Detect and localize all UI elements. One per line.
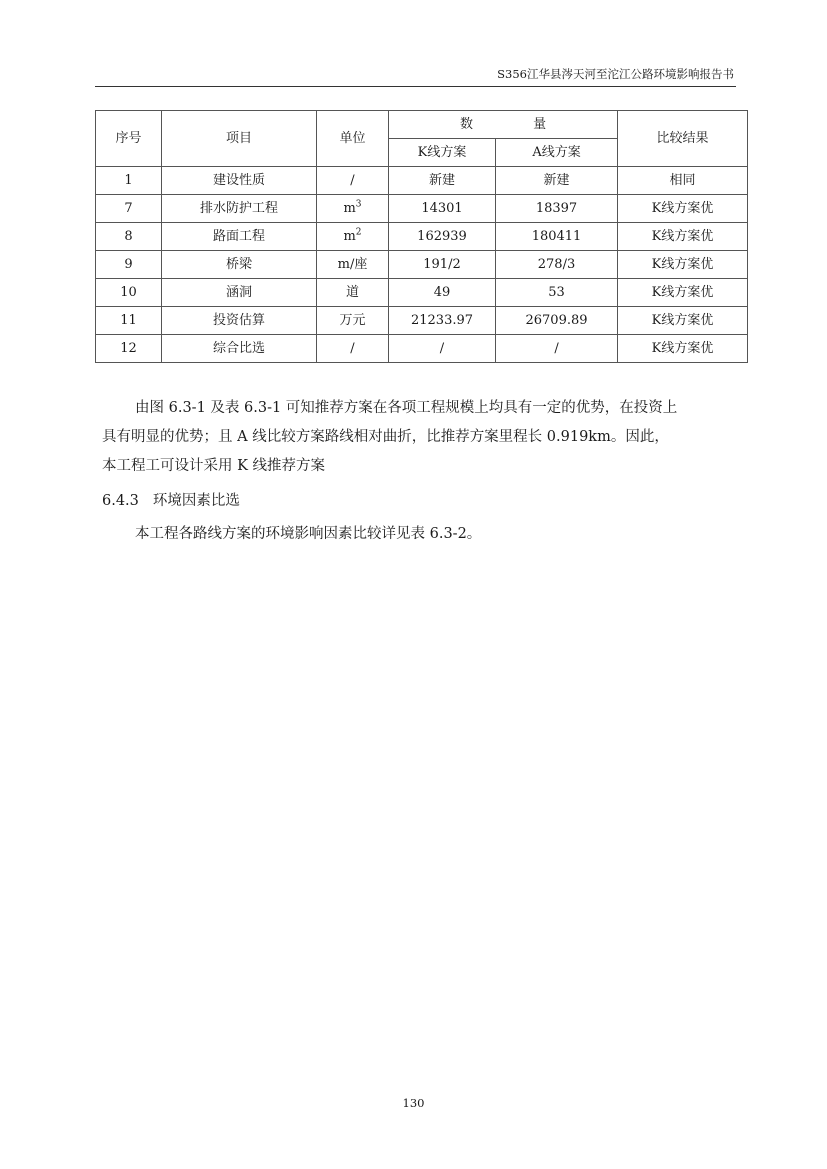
cell-item: 路面工程 [162, 223, 317, 251]
unit-text: 道 [345, 284, 359, 300]
header-k-plan: K线方案 [389, 139, 496, 167]
cell-result: K线方案优 [618, 279, 748, 307]
cell-a-value: / [496, 335, 618, 363]
cell-a-value: 26709.89 [496, 307, 618, 335]
unit-text: m [343, 200, 356, 216]
analysis-paragraph [102, 394, 738, 481]
unit-text: 万元 [339, 312, 366, 328]
document-title: S356江华县涔天河至沱江公路环境影响报告书 [497, 67, 734, 81]
table-row [96, 279, 748, 307]
table-row [96, 195, 748, 223]
cell-a-value: 278/3 [496, 251, 618, 279]
cell-unit [317, 167, 389, 195]
section-number: 6.4.3 [102, 493, 139, 509]
comparison-table [95, 110, 748, 363]
unit-text: / [350, 172, 355, 188]
cell-index: 12 [96, 335, 162, 363]
table-header-row [96, 111, 748, 139]
cell-item: 排水防护工程 [162, 195, 317, 223]
cell-unit [317, 335, 389, 363]
header-quantity [389, 111, 618, 139]
unit-exponent: 3 [355, 199, 362, 210]
cell-unit [317, 223, 389, 251]
cell-a-value: 180411 [496, 223, 618, 251]
cell-item: 建设性质 [162, 167, 317, 195]
cell-result: 相同 [618, 167, 748, 195]
environment-paragraph: 本工程各路线方案的环境影响因素比较详见表 6.3-2。 [135, 526, 482, 542]
unit-text: m [343, 228, 356, 244]
cell-k-value: 191/2 [389, 251, 496, 279]
cell-result: K线方案优 [618, 335, 748, 363]
cell-a-value: 新建 [496, 167, 618, 195]
cell-item: 涵洞 [162, 279, 317, 307]
cell-k-value: 162939 [389, 223, 496, 251]
cell-a-value: 53 [496, 279, 618, 307]
unit-text: / [350, 340, 355, 356]
cell-index: 7 [96, 195, 162, 223]
cell-result: K线方案优 [618, 307, 748, 335]
table-row [96, 335, 748, 363]
cell-index: 10 [96, 279, 162, 307]
unit-exponent: 2 [355, 227, 362, 238]
cell-item: 综合比选 [162, 335, 317, 363]
section-heading [102, 487, 738, 516]
cell-result: K线方案优 [618, 223, 748, 251]
unit-text: m/座 [337, 256, 368, 272]
header-item: 项目 [162, 111, 317, 167]
header-a-plan: A线方案 [496, 139, 618, 167]
cell-k-value: 14301 [389, 195, 496, 223]
header-quantity-label: 数 量 [459, 116, 575, 132]
table-row [96, 307, 748, 335]
paragraph-line: 由图 6.3-1 及表 6.3-1 可知推荐方案在各项工程规模上均具有一定的优势，在投资上 [135, 400, 678, 416]
cell-unit [317, 195, 389, 223]
cell-item: 投资估算 [162, 307, 317, 335]
cell-k-value: 21233.97 [389, 307, 496, 335]
cell-index: 1 [96, 167, 162, 195]
cell-result: K线方案优 [618, 195, 748, 223]
cell-a-value: 18397 [496, 195, 618, 223]
cell-unit [317, 307, 389, 335]
page-header [95, 66, 736, 87]
cell-result: K线方案优 [618, 251, 748, 279]
cell-index: 8 [96, 223, 162, 251]
header-result: 比较结果 [618, 111, 748, 167]
header-index: 序号 [96, 111, 162, 167]
cell-k-value: / [389, 335, 496, 363]
cell-k-value: 49 [389, 279, 496, 307]
cell-index: 9 [96, 251, 162, 279]
cell-item: 桥梁 [162, 251, 317, 279]
table-row [96, 251, 748, 279]
table-row [96, 223, 748, 251]
section-title: 环境因素比选 [152, 493, 240, 509]
cell-unit [317, 251, 389, 279]
table-row [96, 167, 748, 195]
cell-unit [317, 279, 389, 307]
paragraph-line: 本工程工可设计采用 K 线推荐方案 [102, 458, 326, 474]
cell-k-value: 新建 [389, 167, 496, 195]
paragraph-line: 具有明显的优势；且 A 线比较方案路线相对曲折，比推荐方案里程长 0.919km。因此， [102, 429, 669, 445]
page-number: 130 [402, 1096, 425, 1110]
cell-index: 11 [96, 307, 162, 335]
header-unit: 单位 [317, 111, 389, 167]
